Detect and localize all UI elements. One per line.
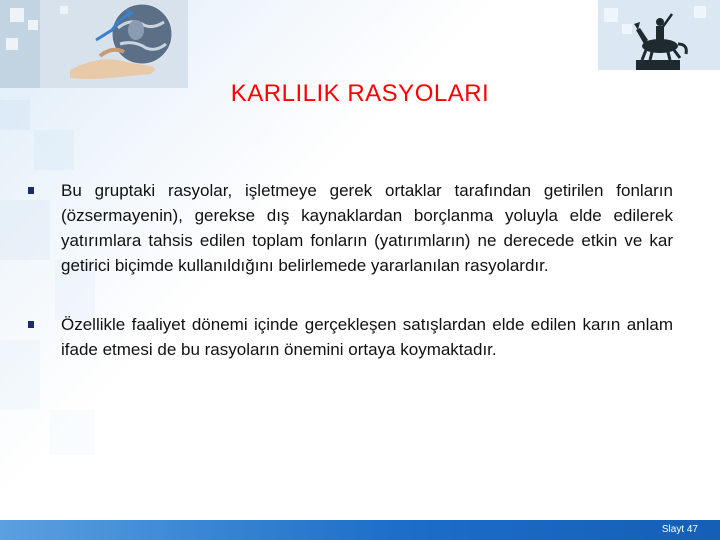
slide-title: KARLILIK RASYOLARI xyxy=(230,80,490,107)
bullet-text: Özellikle faaliyet dönemi içinde gerçekleşen satışlardan elde edilen karın anlam ifade etmesi de bu rasyoların önemini ortaya koymaktadır. xyxy=(61,315,673,359)
globe-handshake-graphic xyxy=(0,0,188,88)
globe-handshake-image xyxy=(0,0,188,88)
footer-bar xyxy=(0,520,720,540)
bullet-text: Bu gruptaki rasyolar, işletmeye gerek ortaklar tarafından getirilen fonların (özsermayenin), gerekse dış kaynaklardan borçlanma yoluyla elde edilerek yatırımlara tahsis edilen toplam fonların (yatırımların) ne derecede etkin ve kar getirici biçimde kullanıldığını belirlemede yararlanılan rasyolardır. xyxy=(61,181,673,275)
square-bullet-icon xyxy=(28,321,34,328)
bullet-list xyxy=(28,178,673,396)
equestrian-statue-graphic xyxy=(598,0,720,70)
bullet-item xyxy=(28,178,673,278)
decor-square xyxy=(50,410,95,455)
square-bullet-icon xyxy=(28,187,34,194)
equestrian-statue-image xyxy=(598,0,720,70)
decor-square xyxy=(34,130,74,170)
bullet-item xyxy=(28,312,673,362)
slide-number: Slayt 47 xyxy=(661,524,698,535)
